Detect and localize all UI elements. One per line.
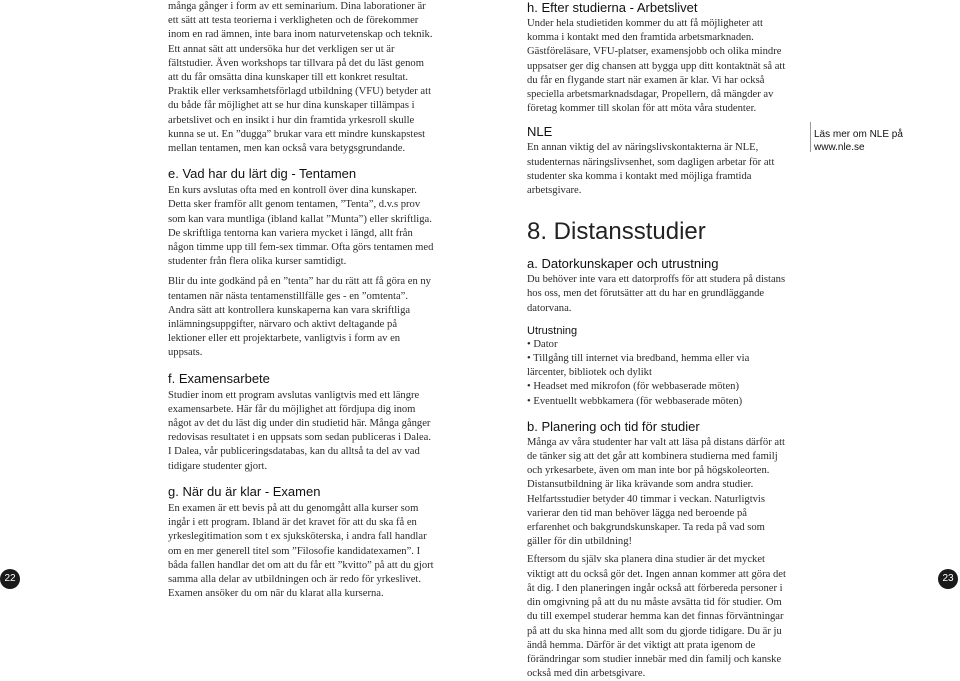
equipment-list xyxy=(527,338,787,409)
intro-paragraph: många gånger i form av ett seminarium. Dina laborationer är ett sätt att testa teorierna i verkligheten och de förekommer inom en rad ämnen, inte bara inom naturvetenskap och teknik. Ett annat sätt att undersöka hur det verkligen ser ut är fältstudier. Även workshops tar tillvara på det du läst genom att du får omsätta dina kunskaper till ett konkret resultat. Praktik eller verksamhetsförlagd utbildning (VFU) betyder att du både får möjlighet att se hur dina kunskaper tillämpas i arbetslivet och en insikt i hur din framtida yrkesroll skulle kunna se ut. En ”dugga” brukar vara ett mindre kunskapstest mellan tentamen, men kan också vara betygsgrundande. xyxy=(168,1,433,155)
nle-paragraph: En annan viktig del av näringslivskontakterna är NLE, studenternas näringslivsenhet, som dagligen arbetar för att studenter ska komma i kontakt med möjliga framtida arbetsgivare. xyxy=(527,142,775,197)
chapter-title: 8. Distansstudier xyxy=(527,218,706,246)
nle-heading: NLE xyxy=(527,124,553,140)
page-number-right: 23 xyxy=(938,569,958,589)
page-number-left: 22 xyxy=(0,569,20,589)
section-b-paragraph-2: Eftersom du själv ska planera dina studier är det mycket viktigt att du också gör det. Ingen annan kommer att göra det åt dig. I den planeringen ingår också att förbereda personer i din omgivning på att du nu måste avsätta tid för studier. Om du till exempel studerar hemma kan det finnas förväntningar på att du ska hinna med allt som du gjorde tidigare. Du är ju ändå hemma. Därför är det viktigt att prata igenom de förändringar som studier innebär med din familj och kanske också med din arbetsgivare. xyxy=(527,554,786,680)
section-f-heading: f. Examensarbete xyxy=(168,370,270,386)
equipment-list-title: Utrustning xyxy=(527,324,578,337)
section-b-heading: b. Planering och tid för studier xyxy=(527,418,700,434)
list-item: • Dator xyxy=(527,338,558,350)
list-item: • Tillgång till internet via bredband, hemma eller via lärcenter, bibliotek och dylikt xyxy=(527,353,750,379)
section-f-paragraph: Studier inom ett program avslutas vanligtvis med ett längre examensarbete. Här får du möjlighet att fördjupa dig inom något av det du läst dig under din studietid här. Många gånger redovisas resultatet i en uppsats som sedan publiceras i Dalea. I Dalea, vår publiceringsdatabas, kan du alltså ta del av vad tidigare studenter gjort. xyxy=(168,389,432,472)
section-g-heading: g. När du är klar - Examen xyxy=(168,483,321,499)
sidebar-note xyxy=(814,128,934,154)
section-a-paragraph: Du behöver inte vara ett datorproffs för att studera på distans hos oss, men det förutsätter att du har en grundläggande datorvana. xyxy=(527,274,786,314)
section-h-heading: h. Efter studierna - Arbetslivet xyxy=(527,0,698,15)
right-column xyxy=(527,0,787,681)
list-item: • Headset med mikrofon (för webbaserade möten) xyxy=(527,381,739,393)
section-g-paragraph: En examen är ett bevis på att du genomgått alla kurser som ingår i ett program. Ibland är det kravet för att du ska få en yrkeslegitimation som t ex sjuksköterska, i andra fall handlar om en mer generell titel som ”Filosofie kandidatexamen”. I båda fallen handlar det om att du får ett ”kvitto” på att du gjort samma alla delar av utbildningen och är redo för yrkeslivet. Examen ansöker du om när du klarat alla kurserna. xyxy=(168,502,434,600)
sidebar-divider xyxy=(810,122,811,152)
section-a-heading: a. Datorkunskaper och utrustning xyxy=(527,256,719,272)
section-b-paragraph-1: Många av våra studenter har valt att läsa på distans därför att de tänker sig att det går att kombinera studierna med familj och yrkesarbete, även om man inte bor på högskoleorten. Distansutbildning är lika krävande som andra studier. Helfartsstudier betyder 40 timmar i veckan. Naturligtvis varierar den tid man behöver lägga ned beroende på erfarenhet och bakgrundskunskaper. Ta reda på vad som gäller för din utbildning! xyxy=(527,436,785,548)
sidebar-note-link[interactable]: www.nle.se xyxy=(814,142,865,153)
section-e-paragraph-1: En kurs avslutas ofta med en kontroll över dina kunskaper. Detta sker framför allt genom tentamen, ”Tenta”, d.v.s prov som kan vara muntliga (ibland kallat ”Munta”) eller skriftliga. De skriftliga tentorna kan variera mycket i längd, allt från någon timme upp till fem-sex timmar. Ofta görs tentamen med studenter från flera olika kurser samtidigt. xyxy=(168,185,434,268)
section-e-paragraph-2: Blir du inte godkänd på en ”tenta” har du rätt att få göra en ny tentamen när nästa tentamenstillfälle ges - en ”omtenta”. Andra sätt att kontrollera kunskaperna kan vara skriftliga inlämningsuppgifter, närvaro och aktivt deltagande på lektioner eller ett projektarbete, vanligtvis i form av en uppsats. xyxy=(168,276,431,359)
sidebar-note-line-1: Läs mer om NLE på xyxy=(814,129,903,140)
left-column xyxy=(168,0,434,601)
section-h-paragraph: Under hela studietiden kommer du att få möjligheter att komma i kontakt med den framtida arbetsmarknaden. Gästföreläsare, VFU-platser, examensjobb och olika mindre uppsatser ger dig chansen att bygga upp ditt kontaktnät så att du får en flygande start när examen är klar. Vi har också speciella arbetsmarknadsdagar, Propellern, då mängder av företag kommer till skolan för att möta våra studenter. xyxy=(527,18,786,115)
list-item: • Eventuellt webbkamera (för webbaserade möten) xyxy=(527,395,743,407)
section-e-heading: e. Vad har du lärt dig - Tentamen xyxy=(168,166,357,182)
